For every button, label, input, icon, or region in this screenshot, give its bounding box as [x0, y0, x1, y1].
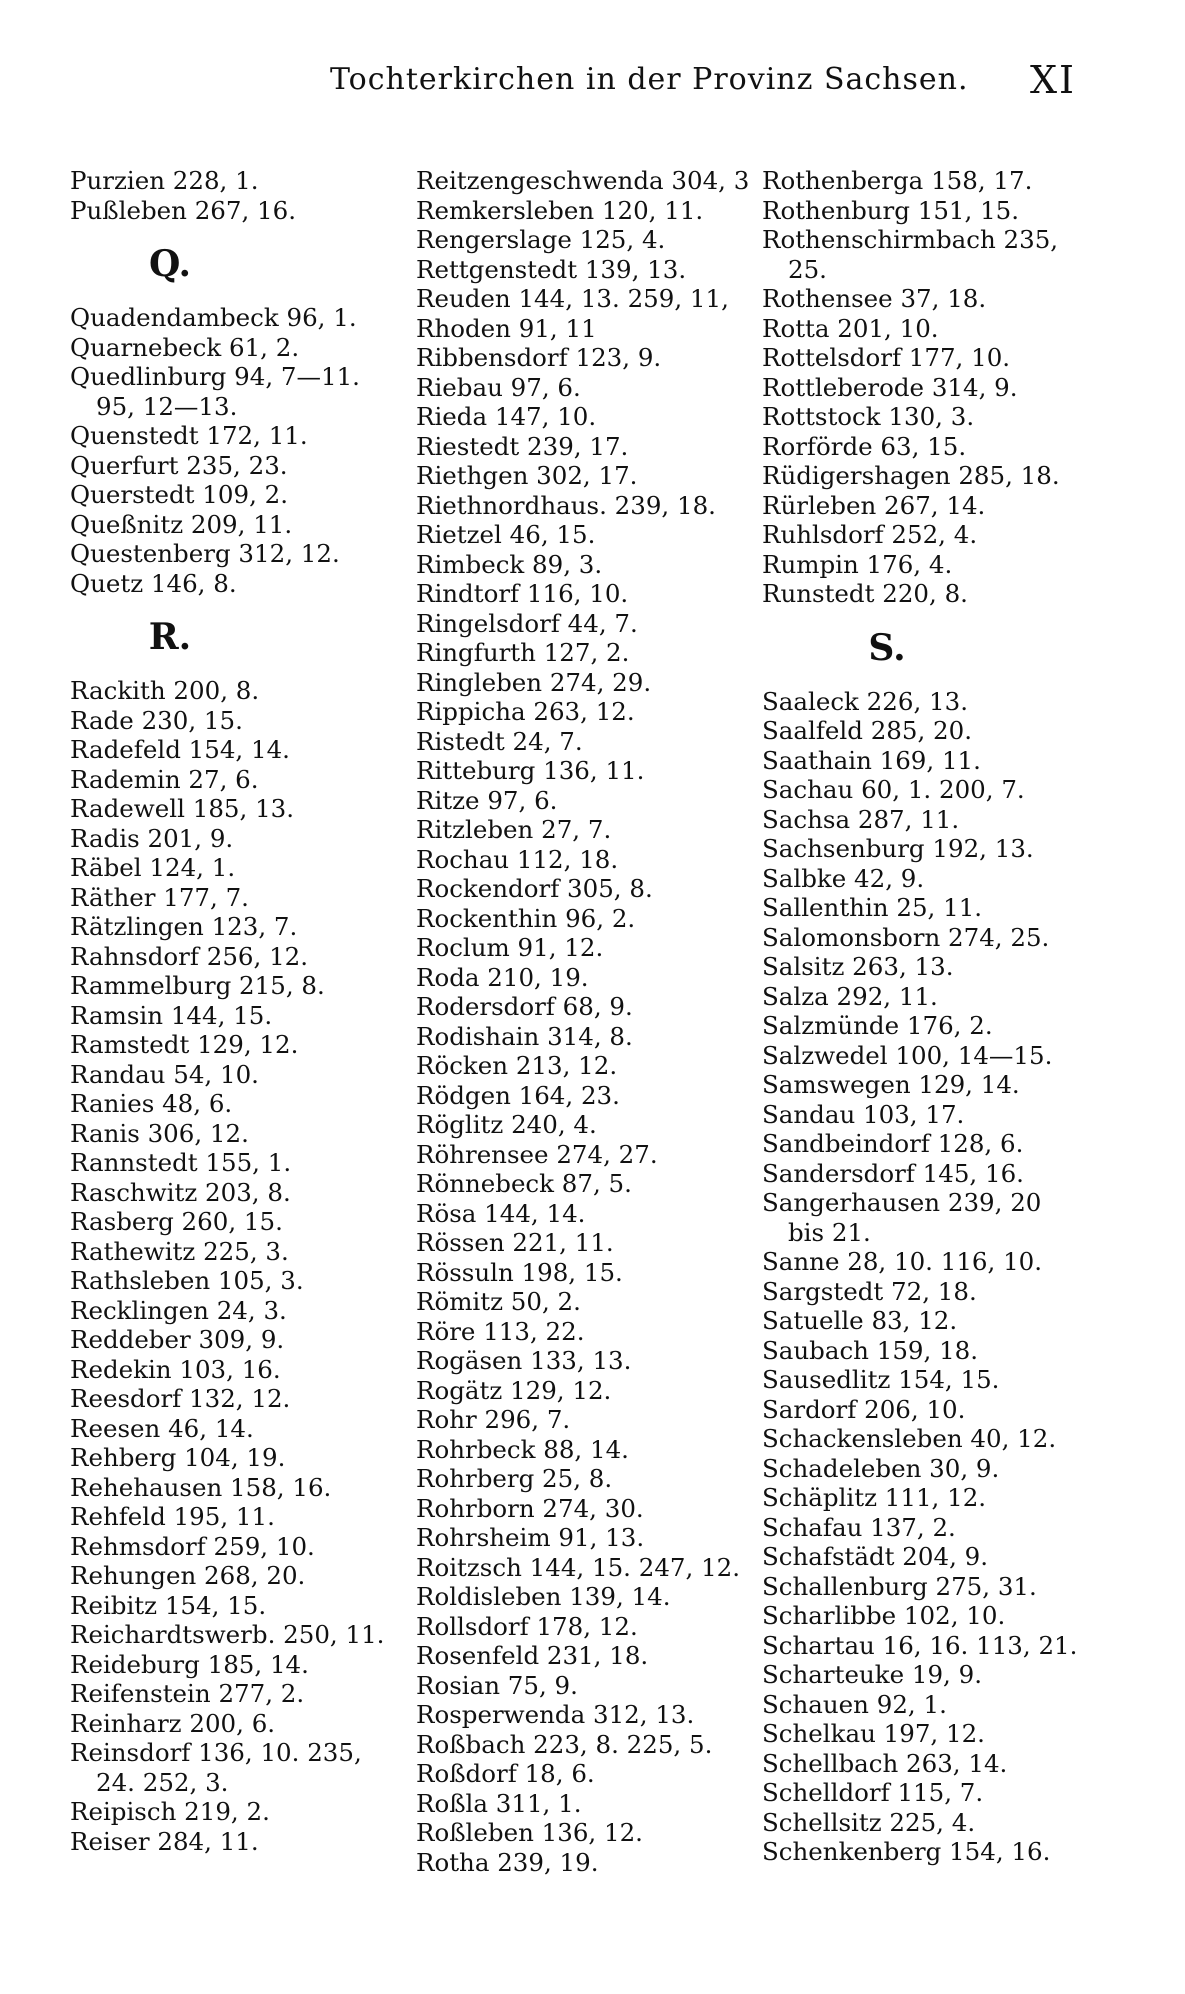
index-entry: Scharteuke 19, 9. [762, 1660, 982, 1689]
index-entry: Rohrbeck 88, 14. [416, 1434, 629, 1464]
index-entry: Rietzel 46, 15. [416, 520, 596, 549]
page-title: Tochterkirchen in der Provinz Sachsen. [330, 62, 969, 97]
index-entry: Rothenschirmbach 235, [762, 225, 1059, 254]
index-entry: Riebau 97, 6. [416, 372, 581, 402]
index-entry: Rohrsheim 91, 13. [416, 1523, 645, 1552]
index-entry: Rottelsdorf 177, 10. [762, 343, 1011, 372]
index-entry: Ristedt 24, 7. [416, 726, 583, 756]
index-entry-continuation: bis 21. [788, 1217, 871, 1247]
index-entry: Rettgenstedt 139, 13. [416, 254, 687, 284]
index-entry: Rosenfeld 231, 18. [416, 1641, 649, 1670]
index-entry: Schäplitz 111, 12. [762, 1483, 987, 1512]
index-entry: Ritze 97, 6. [416, 785, 558, 815]
index-entry: Räbel 124, 1. [70, 853, 236, 882]
index-entry: Roßleben 136, 12. [416, 1818, 643, 1847]
index-entry: Rasberg 260, 15. [70, 1207, 283, 1236]
index-entry: Rehberg 104, 19. [70, 1443, 286, 1472]
index-entry: Purzien 228, 1. [70, 166, 259, 195]
index-entry: Rockenthin 96, 2. [416, 903, 636, 933]
index-entry: Saathain 169, 11. [762, 745, 981, 775]
index-entry: Sausedlitz 154, 15. [762, 1365, 1000, 1394]
index-entry: Quadendambeck 96, 1. [70, 303, 357, 332]
index-entry: Runstedt 220, 8. [762, 579, 968, 608]
index-entry: Rhoden 91, 11 [416, 313, 597, 343]
index-entry: Reesen 46, 14. [70, 1413, 254, 1443]
index-entry: Queßnitz 209, 11. [70, 509, 293, 539]
index-entry: Rodishain 314, 8. [416, 1021, 633, 1051]
index-entry: Sachau 60, 1. 200, 7. [762, 775, 1025, 804]
index-entry: Rehungen 268, 20. [70, 1561, 306, 1590]
index-entry: Quarnebeck 61, 2. [70, 332, 300, 362]
index-entry: Ribbensdorf 123, 9. [416, 343, 662, 372]
index-entry: Schafau 137, 2. [762, 1512, 956, 1542]
index-entry: Saaleck 226, 13. [762, 686, 968, 716]
index-entry: Sangerhausen 239, 20 [762, 1188, 1042, 1217]
index-entry: Rohrberg 25, 8. [416, 1464, 613, 1493]
index-entry: Reichardtswerb. 250, 11. [70, 1620, 385, 1649]
index-entry: Sandau 103, 17. [762, 1099, 965, 1129]
index-column-2 [416, 166, 756, 1877]
index-entry: Rackith 200, 8. [70, 676, 260, 705]
index-entry: Rödgen 164, 23. [416, 1080, 620, 1110]
index-entry: Reiser 284, 11. [70, 1826, 259, 1856]
index-entry: Rössuln 198, 15. [416, 1257, 623, 1287]
index-entry: Reibitz 154, 15. [70, 1590, 267, 1620]
index-entry: Rollsdorf 178, 12. [416, 1611, 638, 1641]
index-entry: Schellbach 263, 14. [762, 1748, 1008, 1778]
index-entry: Rademin 27, 6. [70, 764, 259, 794]
index-entry: Sardorf 206, 10. [762, 1394, 966, 1424]
index-entry: Reuden 144, 13. 259, 11, [416, 284, 729, 313]
index-entry: Salza 292, 11. [762, 981, 938, 1011]
index-entry: Randau 54, 10. [70, 1059, 259, 1089]
index-entry: Roßla 311, 1. [416, 1788, 582, 1818]
index-entry: Quetz 146, 8. [70, 568, 237, 598]
index-entry-continuation: 24. 252, 3. [96, 1767, 229, 1797]
index-entry: Rahnsdorf 256, 12. [70, 941, 309, 971]
index-entry: Recklingen 24, 3. [70, 1295, 287, 1325]
index-entry: Rochau 112, 18. [416, 844, 619, 874]
index-entry: Rade 230, 15. [70, 705, 243, 735]
index-entry: Sanne 28, 10. 116, 10. [762, 1247, 1043, 1276]
page-header [0, 58, 1185, 108]
index-entry: Rieda 147, 10. [416, 402, 597, 431]
index-entry: Rösa 144, 14. [416, 1198, 586, 1228]
index-entry: Ringelsdorf 44, 7. [416, 608, 638, 638]
index-entry: Saalfeld 285, 20. [762, 716, 973, 745]
index-entry: Roldisleben 139, 14. [416, 1582, 671, 1611]
index-entry: Rehfeld 195, 11. [70, 1502, 275, 1531]
index-entry: Quedlinburg 94, 7—11. [70, 362, 360, 391]
index-entry: Radis 201, 9. [70, 823, 234, 853]
index-entry: Röglitz 240, 4. [416, 1110, 597, 1139]
index-entry: Rothenburg 151, 15. [762, 195, 1020, 225]
index-entry: Rohr 296, 7. [416, 1405, 571, 1434]
index-entry: Rathewitz 225, 3. [70, 1236, 289, 1266]
index-entry: Rottleberode 314, 9. [762, 372, 1018, 402]
index-entry: Reipisch 219, 2. [70, 1797, 270, 1826]
index-entry: Satuelle 83, 12. [762, 1306, 958, 1335]
index-entry: Rosian 75, 9. [416, 1670, 578, 1700]
index-entry: Remkersleben 120, 11. [416, 195, 704, 225]
index-entry: Schauen 92, 1. [762, 1689, 947, 1719]
index-entry: Rürleben 267, 14. [762, 490, 986, 520]
index-entry: Rottstock 130, 3. [762, 402, 975, 431]
index-entry: Ranies 48, 6. [70, 1089, 233, 1118]
index-entry: Roda 210, 19. [416, 962, 589, 992]
index-entry: Radefeld 154, 14. [70, 735, 290, 764]
index-entry: Roclum 91, 12. [416, 933, 604, 962]
index-entry: Röre 113, 22. [416, 1316, 585, 1346]
index-entry: Rippicha 263, 12. [416, 697, 635, 726]
index-entry: Reitzengeschwenda 304, 3 [416, 166, 750, 195]
index-entry: Schartau 16, 16. 113, 21. [762, 1630, 1078, 1660]
index-entry: Reesdorf 132, 12. [70, 1384, 291, 1413]
index-entry: Rothensee 37, 18. [762, 284, 987, 313]
index-entry: Rehehausen 158, 16. [70, 1472, 332, 1502]
index-entry: Ruhlsdorf 252, 4. [762, 520, 978, 549]
index-entry: Questenberg 312, 12. [70, 539, 340, 568]
index-entry: Rätzlingen 123, 7. [70, 912, 298, 941]
index-entry: Radewell 185, 13. [70, 794, 295, 823]
index-entry: Rotha 239, 19. [416, 1847, 599, 1877]
index-entry: Ramsin 144, 15. [70, 1000, 273, 1030]
index-entry: Ringleben 274, 29. [416, 667, 652, 697]
index-entry: Rockendorf 305, 8. [416, 874, 653, 903]
index-entry: Rimbeck 89, 3. [416, 549, 603, 579]
index-entry: Salsitz 263, 13. [762, 952, 954, 981]
index-entry: Riethnordhaus. 239, 18. [416, 490, 716, 520]
index-entry: Salbke 42, 9. [762, 863, 925, 893]
index-entry: Rindtorf 116, 10. [416, 579, 629, 608]
index-entry: Rogätz 129, 12. [416, 1375, 612, 1405]
index-entry: Querfurt 235, 23. [70, 450, 288, 480]
index-column-3 [762, 166, 1162, 1867]
index-entry: Rothenberga 158, 17. [762, 166, 1033, 195]
index-entry: Samswegen 129, 14. [762, 1070, 1020, 1099]
index-entry: Scharlibbe 102, 10. [762, 1601, 1006, 1630]
index-entry: Rönnebeck 87, 5. [416, 1169, 632, 1198]
index-entry: Sallenthin 25, 11. [762, 893, 983, 922]
index-entry-continuation: 95, 12—13. [96, 391, 238, 421]
index-entry: Rannstedt 155, 1. [70, 1148, 292, 1177]
index-entry: Sargstedt 72, 18. [762, 1276, 977, 1306]
index-entry: Raschwitz 203, 8. [70, 1177, 291, 1207]
index-entry: Röhrensee 274, 27. [416, 1139, 658, 1169]
index-entry: Querstedt 109, 2. [70, 480, 289, 509]
index-entry: Salomonsborn 274, 25. [762, 922, 1050, 952]
index-entry: Ritzleben 27, 7. [416, 815, 612, 844]
index-entry: Rüdigershagen 285, 18. [762, 461, 1060, 490]
index-entry: Ranis 306, 12. [70, 1118, 249, 1148]
index-entry: Rössen 221, 11. [416, 1228, 614, 1257]
section-heading-s: S. [868, 626, 906, 669]
index-entry: Ritteburg 136, 11. [416, 756, 645, 785]
index-entry: Sandbeindorf 128, 6. [762, 1129, 1024, 1158]
index-entry: Rosperwenda 312, 13. [416, 1700, 695, 1729]
index-entry: Römitz 50, 2. [416, 1287, 581, 1316]
index-entry: Räther 177, 7. [70, 882, 249, 912]
index-entry: Schackensleben 40, 12. [762, 1424, 1057, 1453]
index-entry: Rammelburg 215, 8. [70, 971, 325, 1000]
section-heading-r: R. [148, 616, 192, 658]
index-entry: Pußleben 267, 16. [70, 195, 297, 225]
index-entry: Schellsitz 225, 4. [762, 1807, 976, 1837]
index-entry: Riestedt 239, 17. [416, 431, 629, 461]
index-entry: Sandersdorf 145, 16. [762, 1158, 1024, 1188]
index-entry: Reddeber 309, 9. [70, 1325, 285, 1354]
index-entry: Quenstedt 172, 11. [70, 421, 308, 450]
index-entry: Rengerslage 125, 4. [416, 225, 666, 254]
index-column-1 [70, 166, 400, 1856]
index-entry: Schafstädt 204, 9. [762, 1542, 989, 1571]
index-entry: Rogäsen 133, 13. [416, 1346, 632, 1375]
section-heading-q: Q. [148, 243, 192, 285]
index-entry: Ramstedt 129, 12. [70, 1030, 299, 1059]
index-entry: Riethgen 302, 17. [416, 461, 638, 490]
index-entry: Roitzsch 144, 15. 247, 12. [416, 1552, 741, 1582]
index-entry: Roßdorf 18, 6. [416, 1759, 595, 1788]
index-entry: Rehmsdorf 259, 10. [70, 1531, 315, 1561]
index-entry: Rumpin 176, 4. [762, 549, 953, 579]
index-entry-continuation: 25. [788, 254, 827, 284]
index-entry: Reideburg 185, 14. [70, 1649, 309, 1679]
index-entry: Rodersdorf 68, 9. [416, 992, 633, 1021]
index-entry: Röcken 213, 12. [416, 1051, 618, 1080]
index-entry: Rotta 201, 10. [762, 313, 939, 343]
index-entry: Rohrborn 274, 30. [416, 1493, 644, 1523]
index-entry: Schelkau 197, 12. [762, 1719, 985, 1748]
index-entry: Saubach 159, 18. [762, 1335, 979, 1365]
index-entry: Rathsleben 105, 3. [70, 1266, 304, 1295]
index-entry: Schallenburg 275, 31. [762, 1571, 1037, 1601]
index-entry: Salzmünde 176, 2. [762, 1011, 993, 1040]
index-entry: Rorförde 63, 15. [762, 431, 967, 461]
index-entry: Schelldorf 115, 7. [762, 1778, 984, 1807]
index-entry: Roßbach 223, 8. 225, 5. [416, 1729, 713, 1759]
index-entry: Redekin 103, 16. [70, 1354, 281, 1384]
index-entry: Sachsenburg 192, 13. [762, 834, 1034, 863]
index-entry: Salzwedel 100, 14—15. [762, 1040, 1053, 1070]
index-entry: Reinharz 200, 6. [70, 1708, 276, 1738]
index-entry: Reinsdorf 136, 10. 235, [70, 1738, 362, 1767]
page-number: XI [1030, 58, 1077, 102]
index-entry: Schenkenberg 154, 16. [762, 1837, 1051, 1866]
index-entry: Schadeleben 30, 9. [762, 1453, 1000, 1483]
index-entry: Ringfurth 127, 2. [416, 638, 630, 667]
index-entry: Sachsa 287, 11. [762, 804, 960, 834]
index-entry: Reifenstein 277, 2. [70, 1679, 305, 1708]
